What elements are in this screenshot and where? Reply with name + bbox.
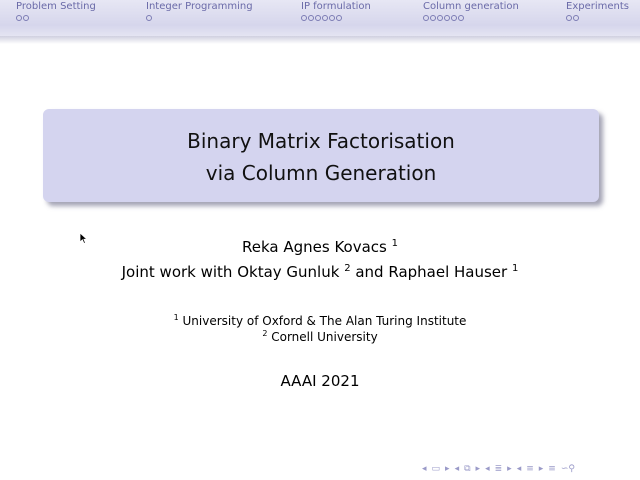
frame-dot[interactable] [322, 15, 328, 21]
joint-authors [0, 263, 640, 281]
main-author [0, 238, 640, 256]
joint-authors-middle: and Raphael Hauser [355, 263, 508, 281]
title-block [43, 109, 599, 202]
frame-dot[interactable] [336, 15, 342, 21]
frame-dot[interactable] [308, 15, 314, 21]
nav-right-icon[interactable]: ▸ [445, 464, 450, 474]
nav-right-icon[interactable]: ▸ [538, 464, 544, 474]
nav-section-frame-dots [146, 15, 152, 21]
nav-section-frame-dots [566, 15, 579, 21]
frame-dot[interactable] [458, 15, 464, 21]
joint-authors-prefix: Joint work with Oktay Gunluk [121, 263, 340, 281]
frame-dot[interactable] [444, 15, 450, 21]
navigation-bar-shadow [0, 36, 640, 44]
section-icon[interactable]: ≣ [494, 464, 503, 474]
nav-section-label: IP formulation [301, 1, 371, 12]
conference-label: AAAI 2021 [280, 372, 360, 390]
frame-dot[interactable] [315, 15, 321, 21]
joint-author-superscript-2: 1 [512, 263, 519, 274]
nav-left-icon[interactable]: ◂ [485, 464, 490, 474]
frame-dot[interactable] [329, 15, 335, 21]
affiliation-1 [0, 313, 640, 328]
frame-dot[interactable] [16, 15, 22, 21]
nav-left-icon[interactable]: ◂ [422, 464, 427, 474]
nav-section-label: Problem Setting [16, 1, 96, 12]
frame-dot[interactable] [451, 15, 457, 21]
nav-section-label: Integer Programming [146, 1, 253, 12]
nav-section-label: Experiments [566, 1, 629, 12]
nav-section-frame-dots [16, 15, 29, 21]
frame-dot[interactable] [430, 15, 436, 21]
nav-right-icon[interactable]: ▸ [475, 464, 481, 474]
frame-dot[interactable] [437, 15, 443, 21]
author-superscript: 1 [391, 238, 398, 249]
align-icon[interactable]: ≡ [548, 464, 556, 474]
affiliation-2 [0, 329, 640, 344]
affiliation-superscript: 1 [173, 313, 179, 322]
nav-section-frame-dots [423, 15, 464, 21]
frame-dot[interactable] [23, 15, 29, 21]
nav-left-icon[interactable]: ◂ [454, 464, 460, 474]
affiliation-text: Cornell University [271, 330, 378, 344]
frame-dot[interactable] [573, 15, 579, 21]
frame-dot[interactable] [566, 15, 572, 21]
frame-dot[interactable] [423, 15, 429, 21]
nav-left-icon[interactable]: ◂ [516, 464, 522, 474]
search-icon[interactable]: ∽⚲ [560, 464, 575, 474]
presentation-icon[interactable]: ≡ [526, 464, 534, 474]
affiliation-superscript: 2 [262, 329, 268, 338]
nav-section-frame-dots [301, 15, 342, 21]
title-line-1: Binary Matrix Factorisation [187, 129, 455, 153]
nav-right-icon[interactable]: ▸ [507, 464, 512, 474]
author-name: Reka Agnes Kovacs [241, 238, 387, 256]
nav-section-label: Column generation [423, 1, 519, 12]
subsection-icon[interactable]: ⧉ [464, 464, 471, 474]
frame-icon[interactable]: ▭ [431, 464, 441, 474]
joint-author-superscript-1: 2 [344, 263, 351, 274]
frame-dot[interactable] [146, 15, 152, 21]
title-line-2: via Column Generation [205, 161, 437, 185]
frame-dot[interactable] [301, 15, 307, 21]
beamer-navigation-symbols [422, 463, 575, 475]
affiliation-text: University of Oxford & The Alan Turing Institute [182, 314, 467, 328]
